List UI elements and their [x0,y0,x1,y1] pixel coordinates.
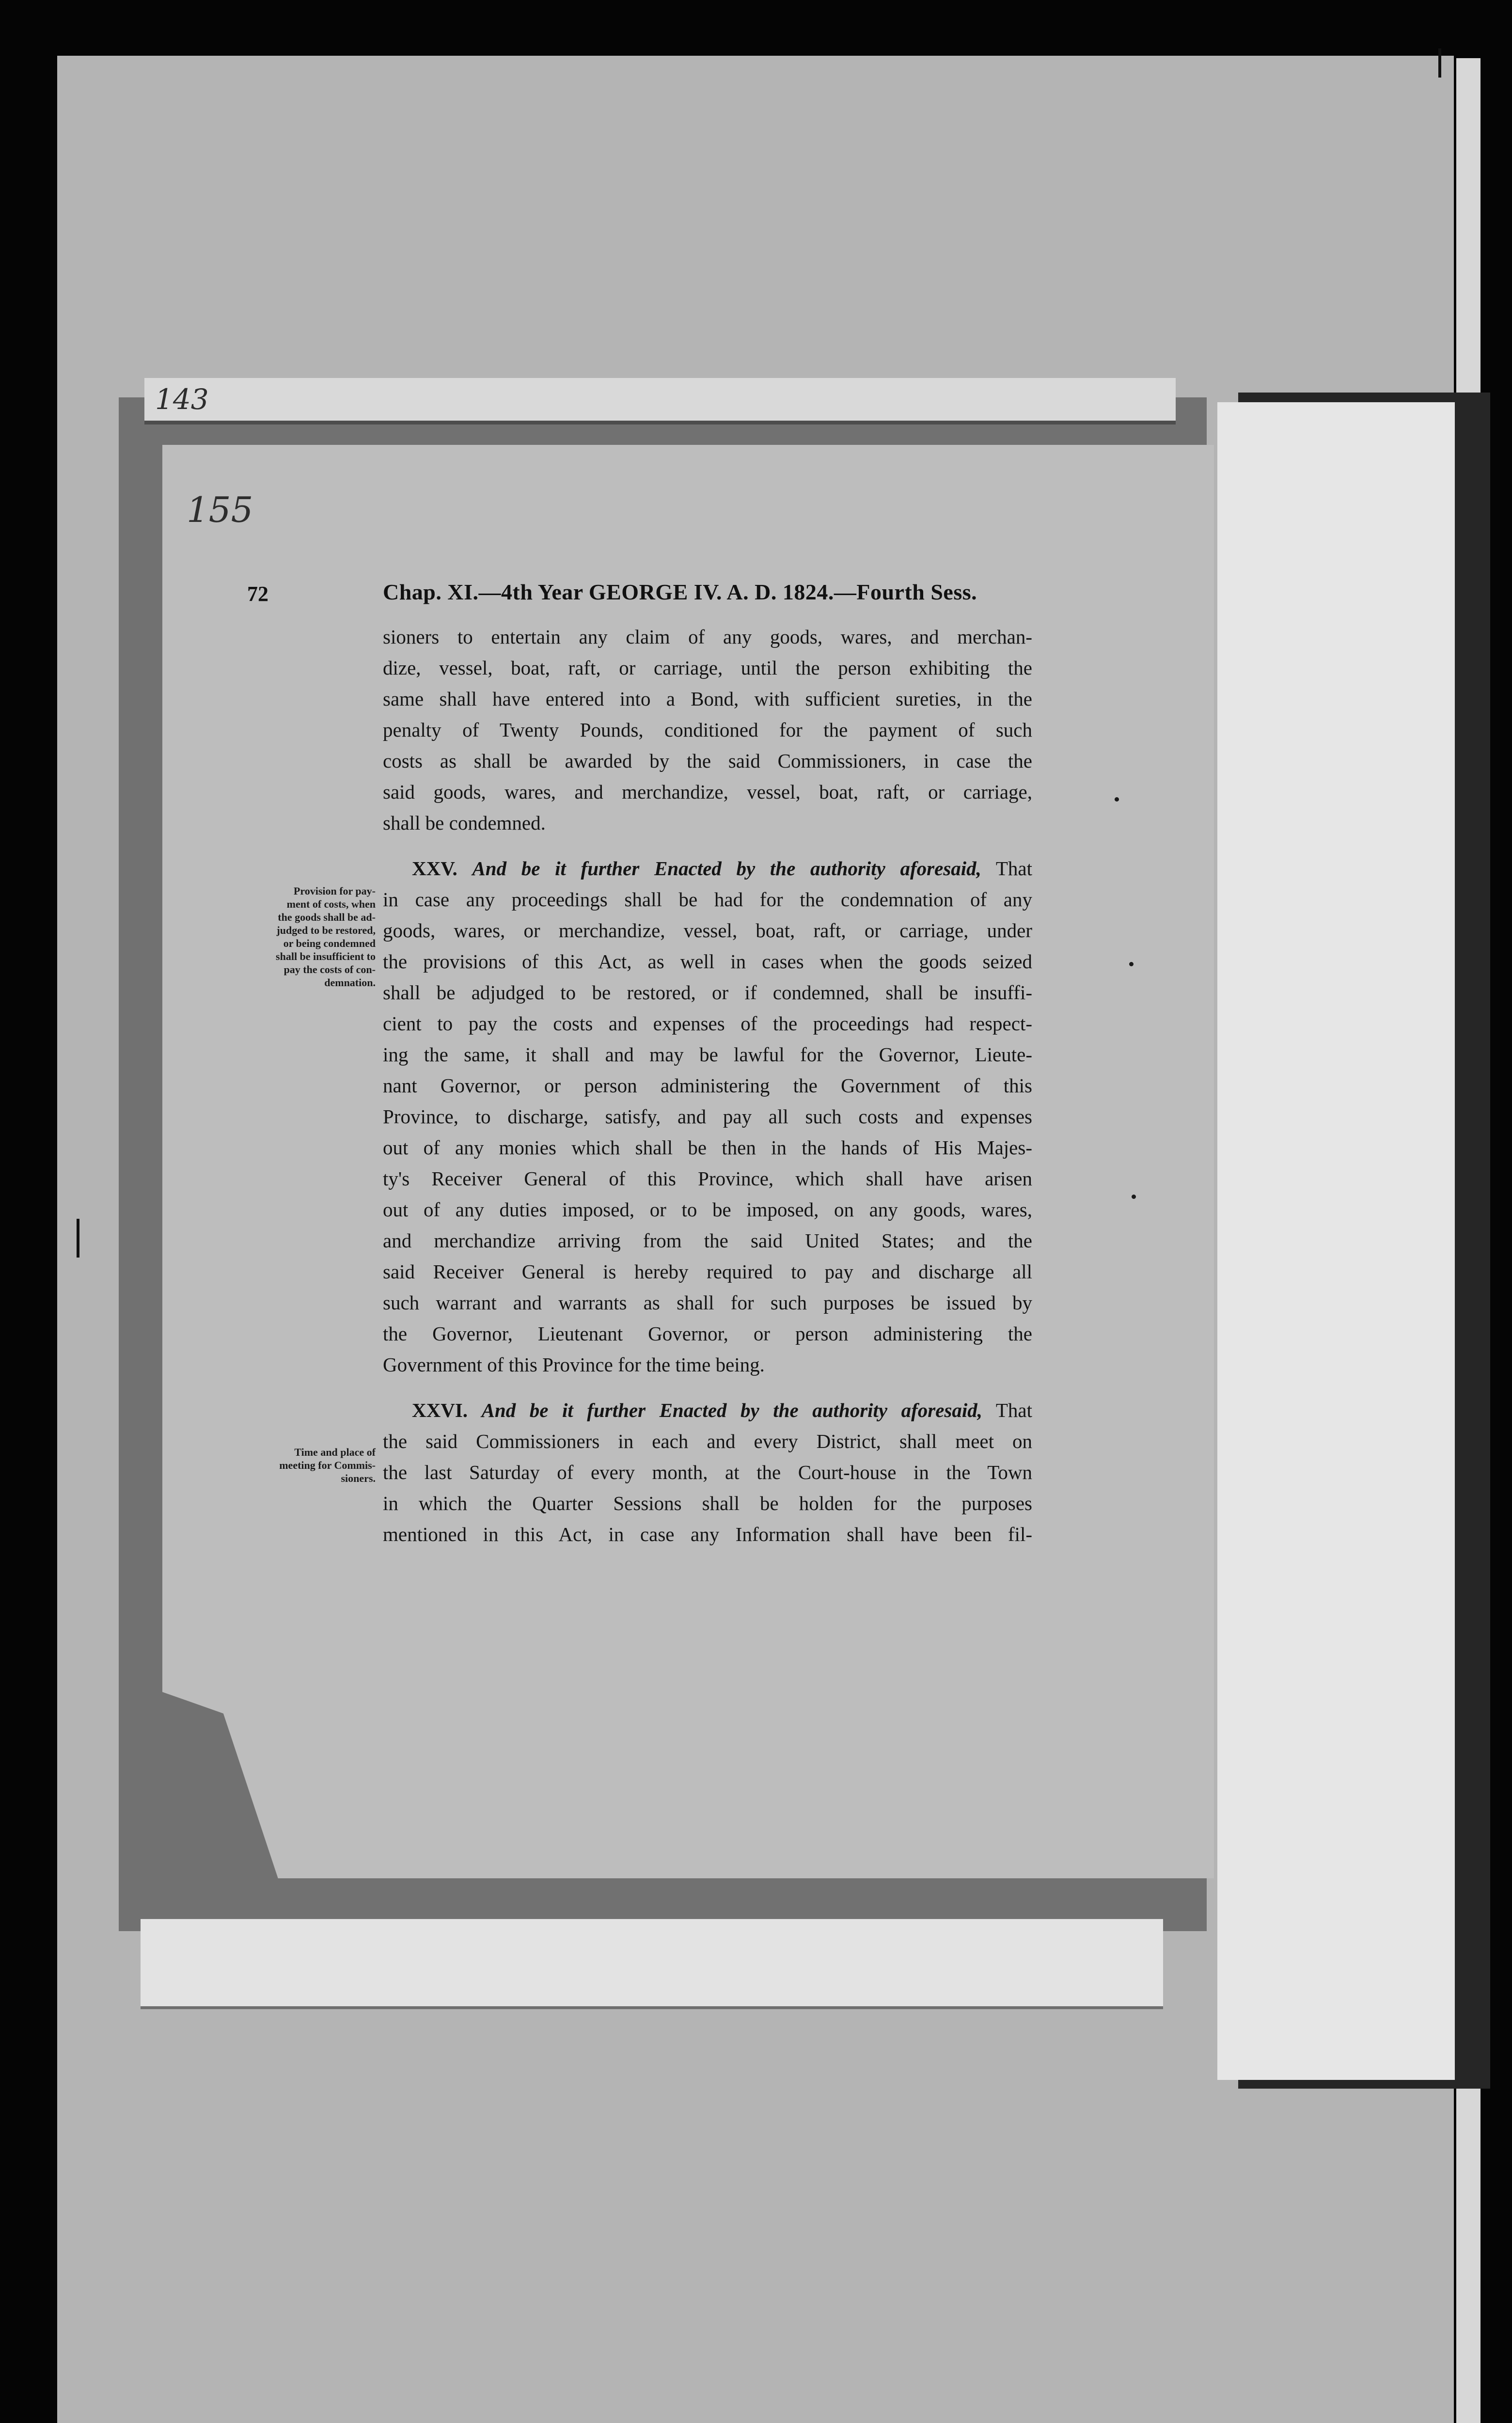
text-line: goods, wares, or merchandize, vessel, boat, raft, or carriage, under [383,919,1032,942]
section-number: XXV. [412,857,457,880]
ink-speck [1129,962,1134,966]
margin-note-line: demnation. [324,976,376,989]
margin-note-line: pay the costs of con- [284,963,376,975]
paragraph-gap [383,1380,1032,1395]
frame-mark [1438,48,1441,78]
enacting-clause: And be it further Enacted by the authority aforesaid, [472,857,981,880]
text-line: the last Saturday of every month, at the Court-house in the Town [383,1461,1032,1483]
text-line: sioners to entertain any claim of any goods, wares, and merchan- [383,626,1032,648]
text-line: the Governor, Lieutenant Governor, or person administering the [383,1322,1032,1345]
text-fragment: That [995,1399,1032,1421]
page-number: 72 [247,582,268,606]
folio-number: 155 [187,489,253,530]
text-line: Province, to discharge, satisfy, and pay all such costs and expenses [383,1105,1032,1128]
text-line: Government of this Province for the time being. [383,1353,765,1376]
text-line: ing the same, it shall and may be lawful for the Governor, Lieute- [383,1043,1032,1066]
text-line: mentioned in this Act, in case any Information shall have been fil- [383,1523,1032,1545]
text-line: cient to pay the costs and expenses of the proceedings had respect- [383,1012,1032,1035]
ink-speck [1132,1195,1136,1199]
margin-note-line: the goods shall be ad- [278,911,376,923]
text-line: same shall have entered into a Bond, with sufficient sureties, in the [383,688,1032,710]
margin-note-line: Provision for pay- [293,885,376,897]
text-line: ty's Receiver General of this Province, which shall have arisen [383,1167,1032,1190]
margin-note-line: sioners. [341,1472,376,1484]
ink-speck [1115,797,1119,802]
text-line: shall be condemned. [383,812,546,834]
sheet-number: 143 [155,383,209,416]
margin-note-line: ment of costs, when [286,898,376,910]
enacting-clause: And be it further Enacted by the authority aforesaid, [481,1399,983,1421]
paragraph-gap [383,838,1032,853]
text-line: shall be adjudged to be restored, or if condemned, shall be insuffi- [383,981,1032,1004]
text-line: costs as shall be awarded by the said Commissioners, in case the [383,750,1032,772]
text-line: and merchandize arriving from the said United States; and the [383,1229,1032,1252]
adjacent-sheet [1217,402,1455,2080]
lower-paper-strip [141,1919,1163,2009]
running-head: Chap. XI.—4th Year GEORGE IV. A. D. 1824.—Fourth Sess. [383,580,977,604]
text-line: out of any duties imposed, or to be imposed, on any goods, wares, [383,1198,1032,1221]
margin-note-line: shall be insufficient to [276,950,376,962]
statute-text [383,621,1032,1550]
frame-mark [77,1219,79,1258]
text-line: in case any proceedings shall be had for the condemnation of any [383,888,1032,911]
text-line: dize, vessel, boat, raft, or carriage, until the person exhibiting the [383,657,1032,679]
text-line: the said Commissioners in each and every District, shall meet on [383,1430,1032,1452]
margin-note-xxvi [237,1446,376,1485]
section-heading-xxvi [383,1395,1032,1426]
text-line: nant Governor, or person administering the Government of this [383,1074,1032,1097]
margin-note-line: meeting for Commis- [279,1459,376,1471]
text-line: the provisions of this Act, as well in cases when the goods seized [383,950,1032,973]
margin-note-xxv [237,884,376,989]
text-line: said goods, wares, and merchandize, vessel, boat, raft, or carriage, [383,781,1032,803]
margin-note-line: judged to be restored, [276,924,376,936]
section-heading-xxv [383,853,1032,884]
section-number: XXVI. [412,1399,468,1421]
text-line: said Receiver General is hereby required to pay and discharge all [383,1260,1032,1283]
margin-note-line: Time and place of [294,1446,376,1458]
text-line: such warrant and warrants as shall for such purposes be issued by [383,1291,1032,1314]
margin-note-line: or being condemned [283,937,376,949]
text-line: in which the Quarter Sessions shall be holden for the purposes [383,1492,1032,1514]
text-line: penalty of Twenty Pounds, conditioned for the payment of such [383,719,1032,741]
upper-paper-strip [144,378,1176,425]
text-fragment: That [995,857,1032,880]
text-line: out of any monies which shall be then in the hands of His Majes- [383,1136,1032,1159]
